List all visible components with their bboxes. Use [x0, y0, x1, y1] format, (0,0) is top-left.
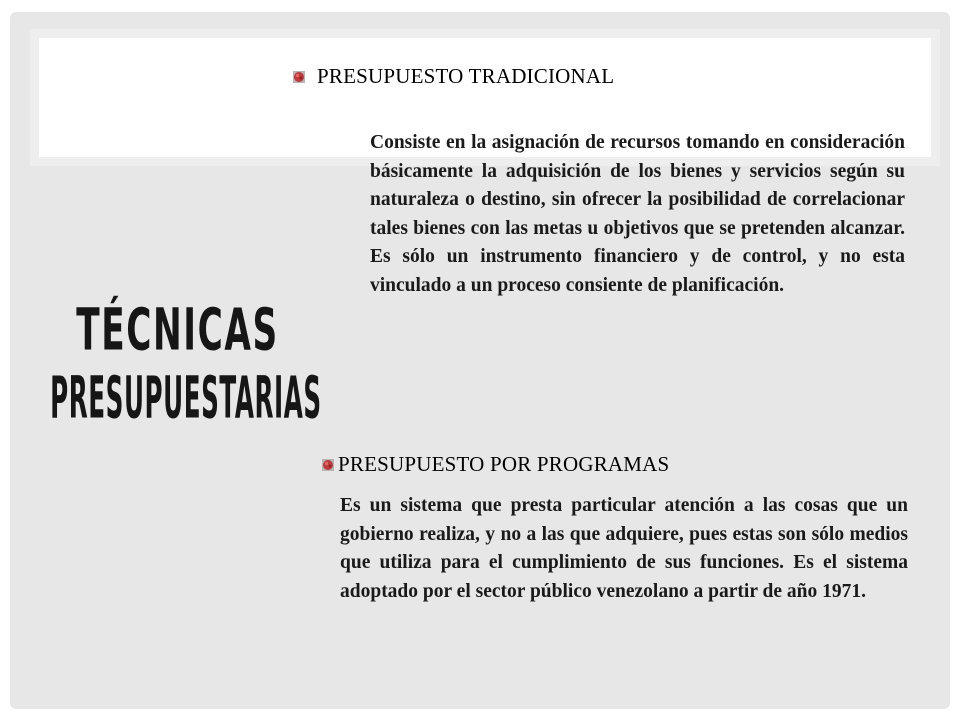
section-body-tradicional: Consiste en la asignación de recursos tomando en consideración básicamente la adquisición de los bienes y servicios según su naturaleza o destino, sin ofrecer la posibilidad de correlacionar tales bienes con las metas u objetivos que se pretenden alcanzar. Es sólo un instrumento financiero y de control, y no esta vinculado a un proceso consiente de planificación.	[370, 132, 905, 296]
flower-bullet-icon	[293, 71, 305, 83]
slide-title	[10, 296, 345, 433]
slide-title-line2: PRESUPUESTARIAS	[50, 364, 322, 433]
section-heading-tradicional	[293, 64, 614, 89]
section-body-programas: Es un sistema que presta particular atención a las cosas que un gobierno realiza, y no a las que adquiere, pues estas son sólo medios que utiliza para el cumplimiento de sus funciones. Es el sistema adoptado por el sector público venezolano a partir de año 1971.	[340, 495, 908, 602]
slide	[10, 12, 950, 709]
slide-title-line1: TÉCNICAS	[76, 296, 279, 365]
section-heading-label: PRESUPUESTO POR PROGRAMAS	[338, 452, 670, 476]
flower-bullet-icon	[322, 459, 334, 471]
section-heading-label: PRESUPUESTO TRADICIONAL	[317, 64, 615, 88]
section-heading-programas	[322, 452, 669, 477]
